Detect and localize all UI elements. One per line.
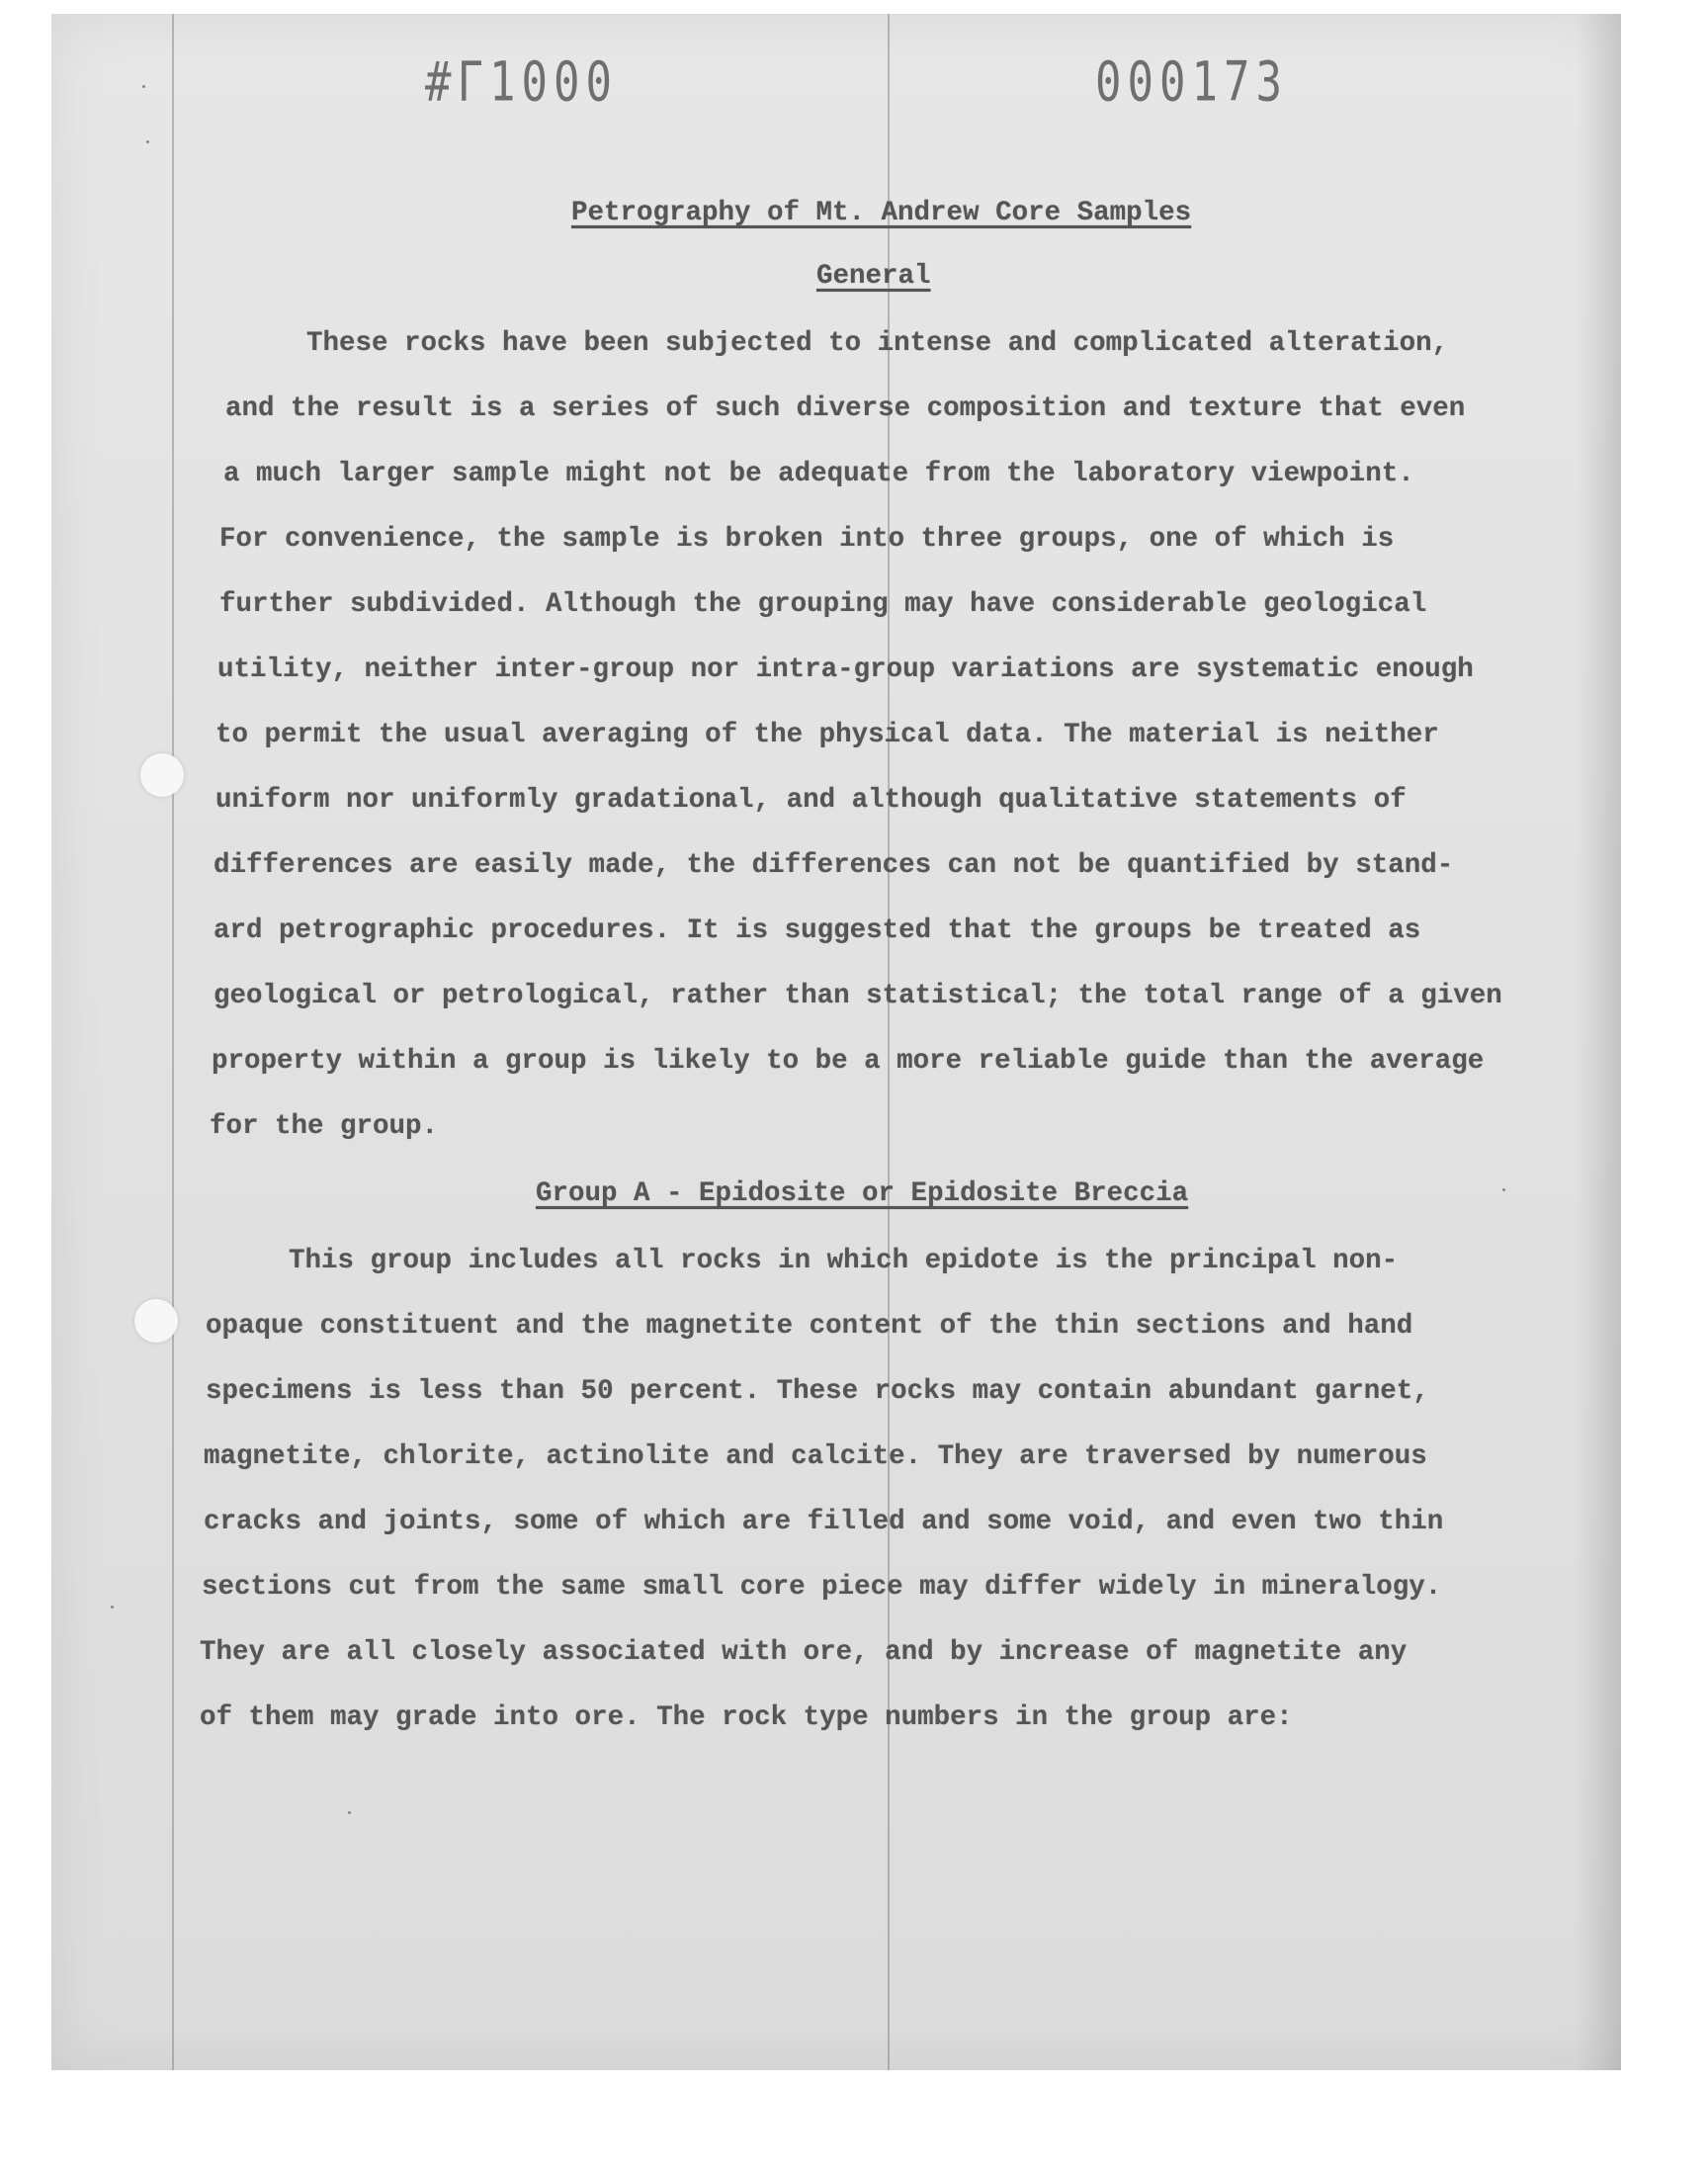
document-number-stamp: #Γ1000 (425, 50, 618, 115)
paragraph-line: specimens is less than 50 percent. These rocks may contain abundant garnet, (206, 1376, 1429, 1407)
fold-line-center (888, 14, 890, 2070)
scan-speck (111, 1606, 114, 1609)
paragraph-line: opaque constituent and the magnetite content of the thin sections and hand (206, 1311, 1413, 1342)
scan-speck (142, 85, 145, 88)
section-heading-general: General (816, 261, 931, 292)
paragraph-line: For convenience, the sample is broken into three groups, one of which is (219, 524, 1395, 555)
scan-speck (348, 1811, 351, 1814)
page-number-stamp: 000173 (1095, 50, 1288, 115)
paragraph-line: property within a group is likely to be a more reliable guide than the average (212, 1046, 1485, 1077)
section-heading-group-a: Group A - Epidosite or Epidosite Breccia (536, 1178, 1189, 1209)
paragraph-line: This group includes all rocks in which epidote is the principal non- (289, 1246, 1399, 1276)
paragraph-line: to permit the usual averaging of the physical data. The material is neither (215, 720, 1439, 750)
paragraph-line: for the group. (210, 1111, 439, 1142)
page-edge-shadow (1576, 14, 1621, 2070)
paragraph-line: magnetite, chlorite, actinolite and calcite. They are traversed by numerous (204, 1441, 1427, 1472)
document-title: Petrography of Mt. Andrew Core Samples (571, 198, 1192, 228)
paragraph-line: ard petrographic procedures. It is suggested that the groups be treated as (214, 915, 1421, 946)
paragraph-line: sections cut from the same small core piece may differ widely in mineralogy. (202, 1572, 1442, 1603)
scan-speck (146, 140, 149, 143)
punch-hole-upper (140, 753, 184, 797)
paragraph-line: They are all closely associated with ore, and by increase of magnetite any (200, 1637, 1408, 1668)
paragraph-line: a much larger sample might not be adequate from the laboratory viewpoint. (223, 459, 1414, 489)
scan-speck (1502, 1188, 1505, 1191)
scanned-page (51, 14, 1621, 2070)
paragraph-line: utility, neither inter-group nor intra-group variations are systematic enough (217, 654, 1474, 685)
paragraph-line: geological or petrological, rather than statistical; the total range of a given (214, 981, 1502, 1011)
paragraph-line: cracks and joints, some of which are filled and some void, and even two thin (204, 1507, 1444, 1537)
paragraph-line: These rocks have been subjected to intense and complicated alteration, (306, 328, 1449, 359)
punch-hole-lower (134, 1299, 178, 1343)
paragraph-line: differences are easily made, the differences can not be quantified by stand- (214, 850, 1454, 881)
fold-line-left (172, 14, 174, 2070)
paragraph-line: of them may grade into ore. The rock type numbers in the group are: (200, 1702, 1293, 1733)
paragraph-line: and the result is a series of such diverse composition and texture that even (225, 393, 1466, 424)
paragraph-line: uniform nor uniformly gradational, and although qualitative statements of (215, 785, 1407, 816)
paragraph-line: further subdivided. Although the grouping may have considerable geological (219, 589, 1427, 620)
